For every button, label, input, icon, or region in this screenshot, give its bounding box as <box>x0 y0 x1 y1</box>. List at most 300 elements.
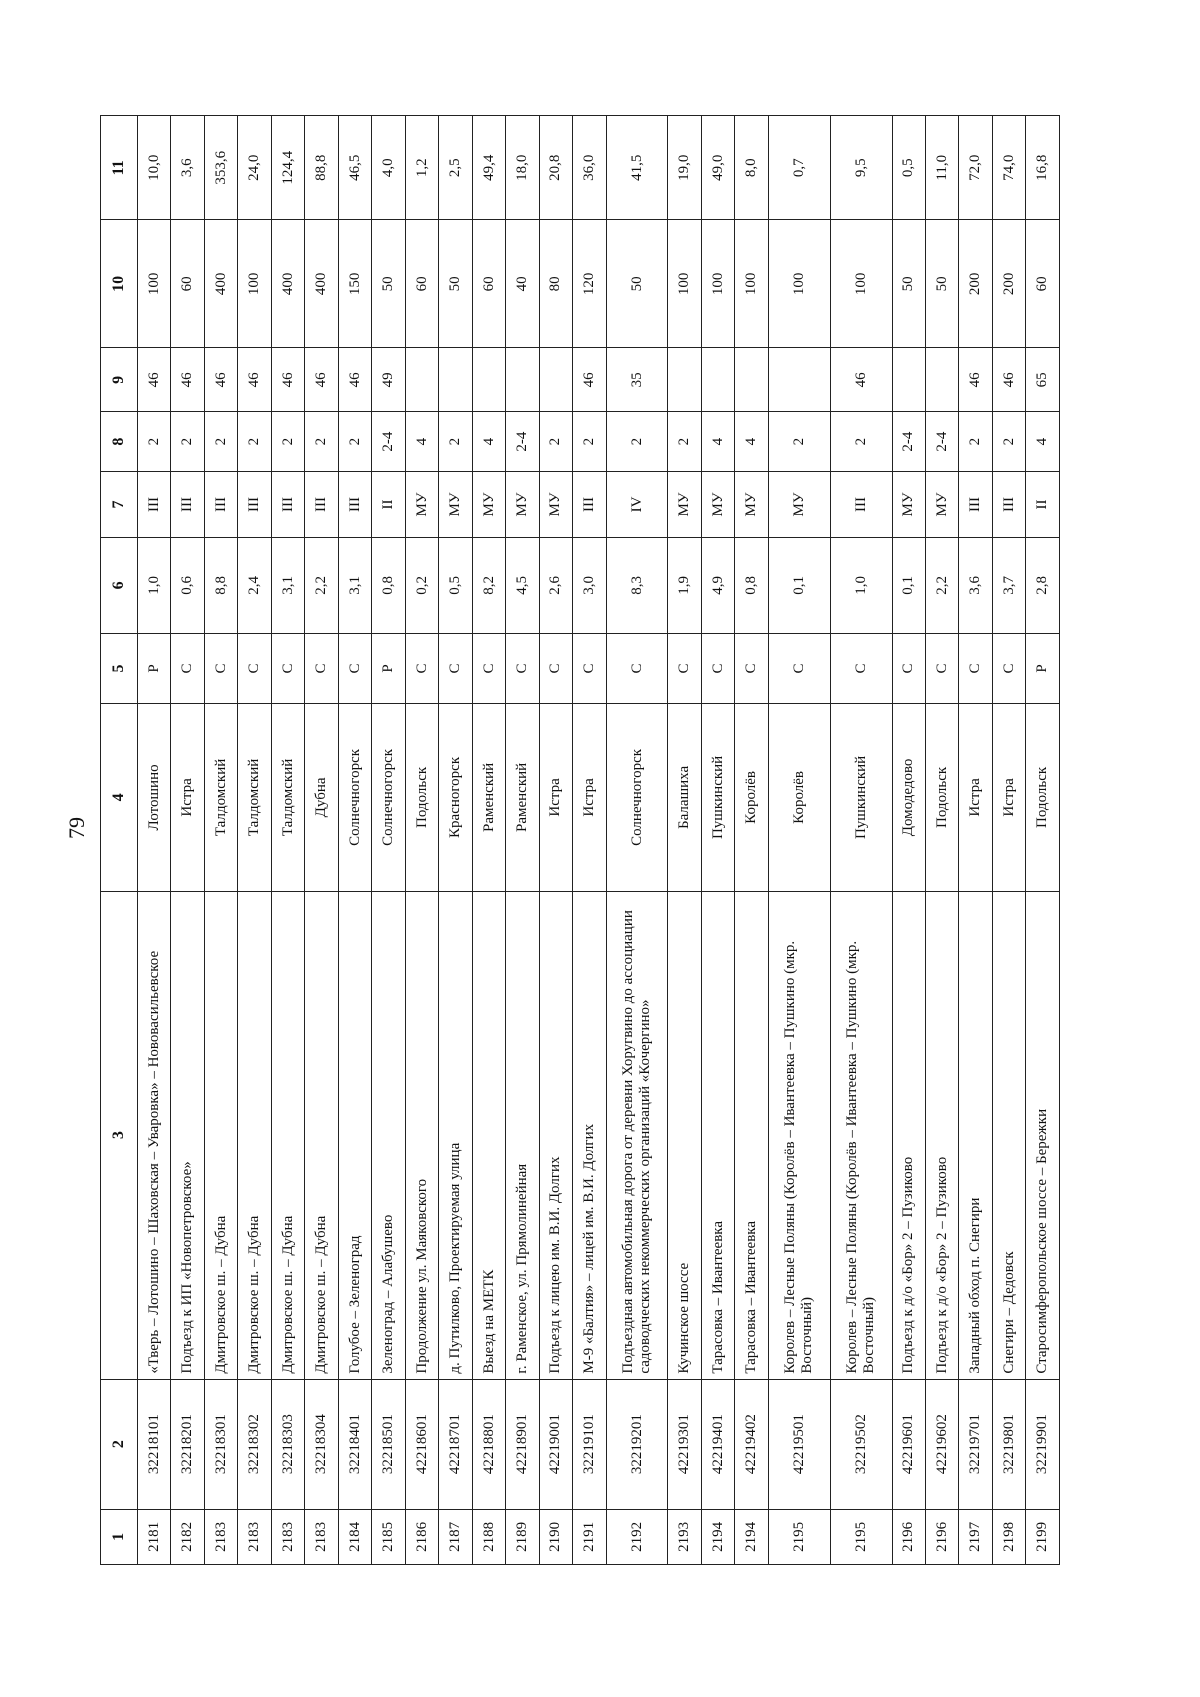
lanes-cell: 2 <box>539 412 572 472</box>
traffic-cell: 100 <box>668 220 701 348</box>
road-name-cell: Дмитровское ш. – Дубна <box>271 891 304 1379</box>
road-code-cell: 42218601 <box>405 1379 438 1509</box>
road-name-cell: Продолжение ул. Маяковского <box>405 891 438 1379</box>
road-name-cell: Подъезд к д/о «Бор» 2 – Пузиково <box>926 891 959 1379</box>
page-number: 79 <box>64 817 89 839</box>
district-cell: Раменский <box>506 704 539 892</box>
traffic-cell: 60 <box>472 220 505 348</box>
road-class-cell: III <box>305 471 338 537</box>
table-row <box>892 116 925 1565</box>
width-value-cell: 46 <box>238 348 271 412</box>
lanes-cell: 2 <box>138 412 171 472</box>
length-cell: 3,7 <box>992 537 1025 633</box>
total-value-cell: 353,6 <box>204 116 237 221</box>
category-type-cell: С <box>238 633 271 703</box>
category-type-cell: С <box>539 633 572 703</box>
road-class-cell: III <box>338 471 371 537</box>
table-row <box>171 116 204 1565</box>
road-name-cell: Дмитровское ш. – Дубна <box>238 891 271 1379</box>
traffic-cell: 150 <box>338 220 371 348</box>
category-type-cell: С <box>830 633 892 703</box>
width-value-cell <box>926 348 959 412</box>
row-number-cell: 2193 <box>668 1509 701 1564</box>
lanes-cell: 4 <box>1026 412 1060 472</box>
traffic-cell: 50 <box>372 220 405 348</box>
table-row <box>271 116 304 1565</box>
width-value-cell: 46 <box>171 348 204 412</box>
row-number-cell: 2188 <box>472 1509 505 1564</box>
width-value-cell: 46 <box>305 348 338 412</box>
table-row <box>238 116 271 1565</box>
category-type-cell: С <box>305 633 338 703</box>
column-header-5: 5 <box>101 633 138 703</box>
road-class-cell: III <box>204 471 237 537</box>
road-code-cell: 32218302 <box>238 1379 271 1509</box>
total-value-cell: 24,0 <box>238 116 271 221</box>
row-number-cell: 2196 <box>892 1509 925 1564</box>
district-cell: Королёв <box>768 704 830 892</box>
row-number-cell: 2183 <box>271 1509 304 1564</box>
row-number-cell: 2196 <box>926 1509 959 1564</box>
road-class-cell: МУ <box>668 471 701 537</box>
lanes-cell: 2-4 <box>506 412 539 472</box>
table-row <box>830 116 892 1565</box>
road-name-cell: Дмитровское ш. – Дубна <box>305 891 338 1379</box>
width-value-cell <box>892 348 925 412</box>
column-header-7: 7 <box>101 471 138 537</box>
table-row <box>735 116 768 1565</box>
length-cell: 1,0 <box>830 537 892 633</box>
total-value-cell: 16,8 <box>1026 116 1060 221</box>
column-header-4: 4 <box>101 704 138 892</box>
table-row <box>439 116 472 1565</box>
row-number-cell: 2195 <box>768 1509 830 1564</box>
road-class-cell: МУ <box>539 471 572 537</box>
table-row <box>472 116 505 1565</box>
district-cell: Домодедово <box>892 704 925 892</box>
category-type-cell: С <box>171 633 204 703</box>
road-code-cell: 42219301 <box>668 1379 701 1509</box>
category-type-cell: С <box>992 633 1025 703</box>
total-value-cell: 2,5 <box>439 116 472 221</box>
road-name-cell: Снегири – Дедовск <box>992 891 1025 1379</box>
row-number-cell: 2187 <box>439 1509 472 1564</box>
road-class-cell: МУ <box>701 471 734 537</box>
lanes-cell: 2 <box>338 412 371 472</box>
total-value-cell: 20,8 <box>539 116 572 221</box>
road-name-cell: д. Путилково, Проектируемая улица <box>439 891 472 1379</box>
width-value-cell <box>539 348 572 412</box>
road-code-cell: 32218401 <box>338 1379 371 1509</box>
road-code-cell: 42218701 <box>439 1379 472 1509</box>
table-row <box>506 116 539 1565</box>
traffic-cell: 120 <box>573 220 606 348</box>
category-type-cell: С <box>735 633 768 703</box>
traffic-cell: 60 <box>405 220 438 348</box>
road-name-cell: Дмитровское ш. – Дубна <box>204 891 237 1379</box>
table-row <box>338 116 371 1565</box>
traffic-cell: 60 <box>1026 220 1060 348</box>
traffic-cell: 100 <box>701 220 734 348</box>
category-type-cell: С <box>506 633 539 703</box>
district-cell: Красногорск <box>439 704 472 892</box>
column-header-6: 6 <box>101 537 138 633</box>
road-class-cell: МУ <box>506 471 539 537</box>
table-row <box>926 116 959 1565</box>
table-row <box>305 116 338 1565</box>
length-cell: 0,8 <box>735 537 768 633</box>
length-cell: 3,1 <box>271 537 304 633</box>
road-code-cell: 32219101 <box>573 1379 606 1509</box>
lanes-cell: 2-4 <box>892 412 925 472</box>
table-row <box>992 116 1025 1565</box>
road-name-cell: Западный обход п. Снегири <box>959 891 992 1379</box>
lanes-cell: 2 <box>768 412 830 472</box>
table-row <box>768 116 830 1565</box>
road-class-cell: МУ <box>926 471 959 537</box>
total-value-cell: 3,6 <box>171 116 204 221</box>
lanes-cell: 2 <box>305 412 338 472</box>
total-value-cell: 36,0 <box>573 116 606 221</box>
width-value-cell: 49 <box>372 348 405 412</box>
row-number-cell: 2183 <box>305 1509 338 1564</box>
length-cell: 2,4 <box>238 537 271 633</box>
category-type-cell: С <box>606 633 668 703</box>
length-cell: 1,9 <box>668 537 701 633</box>
category-type-cell: С <box>573 633 606 703</box>
total-value-cell: 10,0 <box>138 116 171 221</box>
width-value-cell: 65 <box>1026 348 1060 412</box>
table-row <box>701 116 734 1565</box>
length-cell: 2,2 <box>305 537 338 633</box>
lanes-cell: 4 <box>405 412 438 472</box>
traffic-cell: 400 <box>305 220 338 348</box>
district-cell: Солнечногорск <box>372 704 405 892</box>
row-number-cell: 2199 <box>1026 1509 1060 1564</box>
table-row <box>138 116 171 1565</box>
traffic-cell: 400 <box>271 220 304 348</box>
length-cell: 8,3 <box>606 537 668 633</box>
lanes-cell: 2 <box>439 412 472 472</box>
category-type-cell: С <box>892 633 925 703</box>
width-value-cell <box>768 348 830 412</box>
column-header-1: 1 <box>101 1509 138 1564</box>
length-cell: 0,2 <box>405 537 438 633</box>
table-row <box>405 116 438 1565</box>
road-code-cell: 32218101 <box>138 1379 171 1509</box>
road-class-cell: II <box>1026 471 1060 537</box>
road-name-cell: Подъезд к д/о «Бор» 2 – Пузиково <box>892 891 925 1379</box>
width-value-cell <box>701 348 734 412</box>
roads-table <box>100 115 1060 1565</box>
width-value-cell: 46 <box>830 348 892 412</box>
row-number-cell: 2190 <box>539 1509 572 1564</box>
road-name-cell: Королев – Лесные Поляны (Королёв – Ивантеевка – Пушкино (мкр. Восточный) <box>768 891 830 1379</box>
length-cell: 2,2 <box>926 537 959 633</box>
district-cell: Раменский <box>472 704 505 892</box>
total-value-cell: 8,0 <box>735 116 768 221</box>
column-header-2: 2 <box>101 1379 138 1509</box>
length-cell: 0,5 <box>439 537 472 633</box>
lanes-cell: 2 <box>238 412 271 472</box>
road-code-cell: 32219801 <box>992 1379 1025 1509</box>
road-code-cell: 32218501 <box>372 1379 405 1509</box>
length-cell: 0,1 <box>892 537 925 633</box>
width-value-cell <box>668 348 701 412</box>
length-cell: 3,0 <box>573 537 606 633</box>
lanes-cell: 2 <box>204 412 237 472</box>
traffic-cell: 100 <box>768 220 830 348</box>
category-type-cell: Р <box>138 633 171 703</box>
column-header-8: 8 <box>101 412 138 472</box>
lanes-cell: 2 <box>668 412 701 472</box>
length-cell: 2,8 <box>1026 537 1060 633</box>
lanes-cell: 4 <box>701 412 734 472</box>
column-header-9: 9 <box>101 348 138 412</box>
row-number-cell: 2183 <box>238 1509 271 1564</box>
table-row <box>539 116 572 1565</box>
total-value-cell: 11,0 <box>926 116 959 221</box>
district-cell: Подольск <box>405 704 438 892</box>
district-cell: Истра <box>573 704 606 892</box>
district-cell: Истра <box>992 704 1025 892</box>
row-number-cell: 2189 <box>506 1509 539 1564</box>
traffic-cell: 50 <box>606 220 668 348</box>
row-number-cell: 2195 <box>830 1509 892 1564</box>
road-code-cell: 32219502 <box>830 1379 892 1509</box>
table-row <box>573 116 606 1565</box>
table-row <box>204 116 237 1565</box>
lanes-cell: 2 <box>959 412 992 472</box>
road-code-cell: 42218901 <box>506 1379 539 1509</box>
traffic-cell: 100 <box>830 220 892 348</box>
total-value-cell: 41,5 <box>606 116 668 221</box>
lanes-cell: 4 <box>735 412 768 472</box>
row-number-cell: 2192 <box>606 1509 668 1564</box>
length-cell: 8,8 <box>204 537 237 633</box>
table-body <box>138 116 1060 1565</box>
lanes-cell: 2 <box>271 412 304 472</box>
row-number-cell: 2184 <box>338 1509 371 1564</box>
road-class-cell: МУ <box>472 471 505 537</box>
category-type-cell: С <box>926 633 959 703</box>
category-type-cell: С <box>204 633 237 703</box>
lanes-cell: 2-4 <box>926 412 959 472</box>
length-cell: 4,5 <box>506 537 539 633</box>
road-class-cell: III <box>238 471 271 537</box>
category-type-cell: С <box>668 633 701 703</box>
road-class-cell: МУ <box>439 471 472 537</box>
length-cell: 3,1 <box>338 537 371 633</box>
district-cell: Королёв <box>735 704 768 892</box>
row-number-cell: 2194 <box>701 1509 734 1564</box>
total-value-cell: 124,4 <box>271 116 304 221</box>
traffic-cell: 100 <box>238 220 271 348</box>
row-number-cell: 2181 <box>138 1509 171 1564</box>
district-cell: Пушкинский <box>701 704 734 892</box>
road-class-cell: III <box>830 471 892 537</box>
length-cell: 0,8 <box>372 537 405 633</box>
category-type-cell: С <box>768 633 830 703</box>
width-value-cell: 35 <box>606 348 668 412</box>
length-cell: 8,2 <box>472 537 505 633</box>
row-number-cell: 2186 <box>405 1509 438 1564</box>
road-code-cell: 42218801 <box>472 1379 505 1509</box>
row-number-cell: 2198 <box>992 1509 1025 1564</box>
traffic-cell: 50 <box>439 220 472 348</box>
lanes-cell: 2 <box>573 412 606 472</box>
rotated-table-container <box>100 115 1060 1565</box>
width-value-cell <box>439 348 472 412</box>
road-class-cell: МУ <box>405 471 438 537</box>
category-type-cell: С <box>472 633 505 703</box>
category-type-cell: С <box>405 633 438 703</box>
district-cell: Солнечногорск <box>338 704 371 892</box>
road-code-cell: 42219001 <box>539 1379 572 1509</box>
total-value-cell: 46,5 <box>338 116 371 221</box>
district-cell: Солнечногорск <box>606 704 668 892</box>
road-name-cell: Зеленоград – Алабушево <box>372 891 405 1379</box>
road-code-cell: 32218304 <box>305 1379 338 1509</box>
road-name-cell: «Тверь – Лотошино – Шаховская – Уваровка» – Нововасильевское <box>138 891 171 1379</box>
total-value-cell: 4,0 <box>372 116 405 221</box>
road-code-cell: 32218301 <box>204 1379 237 1509</box>
lanes-cell: 2-4 <box>372 412 405 472</box>
length-cell: 3,6 <box>959 537 992 633</box>
road-class-cell: МУ <box>735 471 768 537</box>
table-row <box>668 116 701 1565</box>
road-name-cell: Подъезд к ИП «Новопетровское» <box>171 891 204 1379</box>
table-row <box>1026 116 1060 1565</box>
district-cell: Дубна <box>305 704 338 892</box>
category-type-cell: С <box>701 633 734 703</box>
road-class-cell: III <box>271 471 304 537</box>
category-type-cell: Р <box>1026 633 1060 703</box>
road-code-cell: 32219701 <box>959 1379 992 1509</box>
road-name-cell: Старосимферопольское шоссе – Бережки <box>1026 891 1060 1379</box>
row-number-cell: 2183 <box>204 1509 237 1564</box>
district-cell: Лотошино <box>138 704 171 892</box>
width-value-cell <box>405 348 438 412</box>
district-cell: Истра <box>171 704 204 892</box>
traffic-cell: 40 <box>506 220 539 348</box>
road-code-cell: 42219402 <box>735 1379 768 1509</box>
table-row <box>606 116 668 1565</box>
district-cell: Талдомский <box>204 704 237 892</box>
road-code-cell: 42219401 <box>701 1379 734 1509</box>
district-cell: Талдомский <box>238 704 271 892</box>
road-name-cell: Королев – Лесные Поляны (Королёв – Ивантеевка – Пушкино (мкр. Восточный) <box>830 891 892 1379</box>
road-code-cell: 42219601 <box>892 1379 925 1509</box>
total-value-cell: 18,0 <box>506 116 539 221</box>
traffic-cell: 60 <box>171 220 204 348</box>
total-value-cell: 49,4 <box>472 116 505 221</box>
total-value-cell: 72,0 <box>959 116 992 221</box>
total-value-cell: 0,5 <box>892 116 925 221</box>
width-value-cell <box>735 348 768 412</box>
road-name-cell: М-9 «Балтия» – лицей им. В.И. Долгих <box>573 891 606 1379</box>
width-value-cell: 46 <box>573 348 606 412</box>
total-value-cell: 49,0 <box>701 116 734 221</box>
district-cell: Пушкинский <box>830 704 892 892</box>
width-value-cell: 46 <box>338 348 371 412</box>
lanes-cell: 2 <box>606 412 668 472</box>
traffic-cell: 200 <box>992 220 1025 348</box>
category-type-cell: С <box>959 633 992 703</box>
column-header-11: 11 <box>101 116 138 221</box>
width-value-cell: 46 <box>204 348 237 412</box>
total-value-cell: 9,5 <box>830 116 892 221</box>
district-cell: Истра <box>539 704 572 892</box>
district-cell: Подольск <box>1026 704 1060 892</box>
length-cell: 1,0 <box>138 537 171 633</box>
traffic-cell: 100 <box>138 220 171 348</box>
row-number-cell: 2194 <box>735 1509 768 1564</box>
road-code-cell: 32219201 <box>606 1379 668 1509</box>
traffic-cell: 50 <box>892 220 925 348</box>
length-cell: 4,9 <box>701 537 734 633</box>
length-cell: 2,6 <box>539 537 572 633</box>
district-cell: Талдомский <box>271 704 304 892</box>
road-name-cell: Подъезд к лицею им. В.И. Долгих <box>539 891 572 1379</box>
total-value-cell: 74,0 <box>992 116 1025 221</box>
district-cell: Истра <box>959 704 992 892</box>
road-class-cell: III <box>138 471 171 537</box>
road-class-cell: III <box>573 471 606 537</box>
total-value-cell: 19,0 <box>668 116 701 221</box>
column-header-10: 10 <box>101 220 138 348</box>
traffic-cell: 400 <box>204 220 237 348</box>
road-class-cell: МУ <box>768 471 830 537</box>
lanes-cell: 4 <box>472 412 505 472</box>
width-value-cell: 46 <box>271 348 304 412</box>
category-type-cell: С <box>338 633 371 703</box>
road-name-cell: Выезд на МЕТК <box>472 891 505 1379</box>
road-class-cell: IV <box>606 471 668 537</box>
road-name-cell: Кучинское шоссе <box>668 891 701 1379</box>
table-row <box>959 116 992 1565</box>
row-number-cell: 2197 <box>959 1509 992 1564</box>
category-type-cell: Р <box>372 633 405 703</box>
district-cell: Балашиха <box>668 704 701 892</box>
road-class-cell: III <box>992 471 1025 537</box>
traffic-cell: 80 <box>539 220 572 348</box>
width-value-cell: 46 <box>959 348 992 412</box>
lanes-cell: 2 <box>830 412 892 472</box>
road-code-cell: 42219602 <box>926 1379 959 1509</box>
width-value-cell <box>472 348 505 412</box>
width-value-cell: 46 <box>138 348 171 412</box>
road-class-cell: II <box>372 471 405 537</box>
total-value-cell: 0,7 <box>768 116 830 221</box>
traffic-cell: 50 <box>926 220 959 348</box>
width-value-cell: 46 <box>992 348 1025 412</box>
width-value-cell <box>506 348 539 412</box>
road-class-cell: МУ <box>892 471 925 537</box>
row-number-cell: 2191 <box>573 1509 606 1564</box>
column-header-3: 3 <box>101 891 138 1379</box>
total-value-cell: 88,8 <box>305 116 338 221</box>
header-row <box>101 116 138 1565</box>
category-type-cell: С <box>439 633 472 703</box>
length-cell: 0,1 <box>768 537 830 633</box>
road-code-cell: 32219901 <box>1026 1379 1060 1509</box>
road-class-cell: III <box>959 471 992 537</box>
road-code-cell: 32218201 <box>171 1379 204 1509</box>
lanes-cell: 2 <box>171 412 204 472</box>
traffic-cell: 200 <box>959 220 992 348</box>
row-number-cell: 2185 <box>372 1509 405 1564</box>
